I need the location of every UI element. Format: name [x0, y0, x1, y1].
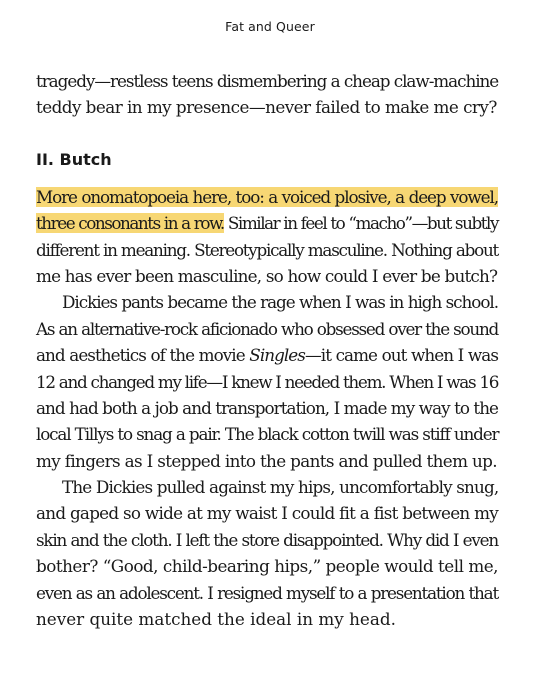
film-title: Singles — [249, 345, 305, 366]
highlighted-text[interactable]: three consonants in a row. — [36, 213, 224, 234]
text-line: teddy bear in my presence—never failed to make me cry? — [36, 97, 497, 118]
text-line — [36, 342, 498, 368]
paragraph-2[interactable] — [36, 289, 498, 474]
text-line: even as an adolescent. I resigned myself to a presentation that — [36, 582, 498, 603]
text-run: —it came out when I was — [304, 345, 499, 366]
text-line — [36, 210, 498, 236]
text-line: my fingers as I stepped into the pants and pulled them up. — [36, 450, 497, 471]
text-line: different in meaning. Stereotypically masculine. Nothing about — [36, 239, 498, 260]
text-line: tragedy—restless teens dismembering a cheap claw-machine — [36, 71, 499, 91]
text-line: bother? “Good, child-bearing hips,” people would tell me, — [36, 556, 498, 577]
running-header-title: Fat and Queer — [225, 19, 315, 34]
section-heading: II. Butch — [36, 149, 112, 169]
text-line: Dickies pants became the rage when I was in high school. — [62, 292, 498, 313]
text-line: As an alternative-rock aficionado who obsessed over the sound — [36, 318, 498, 339]
paragraph-1[interactable] — [36, 184, 498, 290]
text-run: and aesthetics of the movie — [36, 345, 250, 366]
paragraph-3[interactable] — [36, 474, 498, 632]
text-line: and gaped so wide at my waist I could fit a fist between my — [36, 503, 498, 524]
text-line: The Dickies pulled against my hips, uncomfortably snug, — [62, 477, 499, 498]
text-line: 12 and changed my life—I knew I needed them. When I was 16 — [36, 371, 499, 392]
text-run: Similar in feel to “macho”—but subtly — [223, 213, 498, 234]
text-line: local Tillys to snag a pair. The black cotton twill was stiff under — [36, 424, 499, 445]
text-line: skin and the cloth. I left the store disappointed. Why did I even — [36, 529, 498, 550]
text-line: never quite matched the ideal in my head. — [36, 609, 396, 630]
continued-paragraph — [36, 68, 498, 121]
text-line — [36, 184, 498, 210]
highlighted-text[interactable]: More onomatopoeia here, too: a voiced plosive, a deep vowel, — [36, 186, 498, 207]
text-line: me has ever been masculine, so how could I ever be butch? — [36, 265, 498, 286]
page-body — [36, 68, 498, 632]
text-line: and had both a job and transportation, I made my way to the — [36, 397, 499, 418]
